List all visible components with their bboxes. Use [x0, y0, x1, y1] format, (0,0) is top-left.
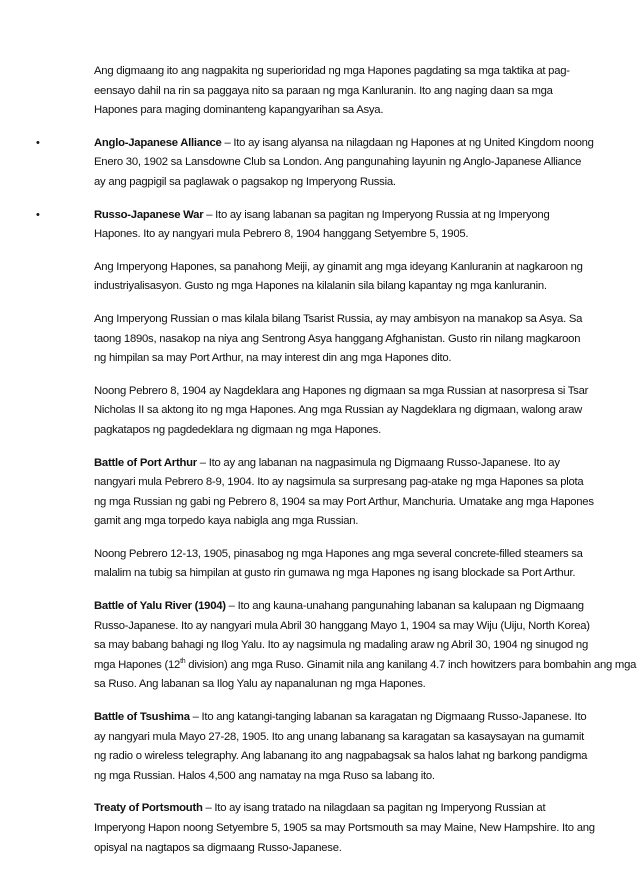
text-line: Imperyong Hapon noong Setyembre 5, 1905 sa may Portsmouth sa may Maine, New Hampshire. Ito ang	[94, 822, 595, 834]
text-line: Ang digmaang ito ang nagpakita ng superioridad ng mga Hapones pagdating sa mga taktika at pag-	[94, 65, 570, 77]
text-line: gamit ang mga torpedo kaya nabigla ang mga Russian.	[94, 515, 359, 528]
bullet-text	[94, 206, 564, 245]
term-heading: Anglo-Japanese Alliance	[94, 136, 222, 149]
paragraph-battle-yalu-river	[94, 597, 637, 695]
bullet-icon: •	[36, 136, 40, 149]
term-heading: Battle of Yalu River (1904)	[94, 600, 226, 613]
bullet-item-russo-japanese-war	[36, 206, 564, 245]
text-line: ay ang pagpigil sa paglawak o pagsakop ng Imperyong Russia.	[94, 175, 396, 188]
paragraph-tsarist-russia	[94, 310, 583, 369]
text-segment: mga Hapones (12	[94, 658, 181, 671]
text-line: eensayo dahil na rin sa paggaya nito sa paraan ng mga Kanluranin. Ito ang naging daan sa mga	[94, 84, 553, 97]
paragraph-declaration	[94, 382, 589, 441]
paragraph-meiji	[94, 258, 583, 297]
text-line: malalim na tubig sa himpilan at gusto rin gumawa ng mga Hapones ng isang blockade sa Port Arthur.	[94, 567, 576, 580]
text-line: Noong Pebrero 12-13, 1905, pinasabog ng mga Hapones ang mga several concrete-filled steamers sa	[94, 547, 583, 560]
bullet-item-anglo-japanese-alliance	[36, 134, 594, 193]
text-line: Hapones para maging dominanteng kapangyarihan sa Asya.	[94, 104, 384, 117]
text-line: Enero 30, 1902 sa Lansdowne Club sa London. Ang pangunahing layunin ng Anglo-Japanese Alliance	[94, 156, 582, 169]
intro-paragraph	[94, 62, 570, 121]
bullet-text	[94, 134, 594, 193]
text-line: ng mga Russian. Halos 4,500 ang namatay na mga Ruso sa labang ito.	[94, 769, 435, 782]
text-line: pagkatapos ng pagdedeklara ng digmaan ng mga Hapones.	[94, 423, 381, 436]
term-heading: Battle of Port Arthur	[94, 456, 197, 469]
text-line: taong 1890s, nasakop na niya ang Sentrong Asya hanggang Afghanistan. Gusto rin nilang magkaroon	[94, 332, 581, 345]
text-line: sa Ruso. Ang labanan sa Ilog Yalu ay napanalunan ng mga Hapones.	[94, 678, 426, 691]
term-heading: Russo-Japanese War	[94, 208, 204, 221]
text-line	[94, 708, 587, 728]
text-line: opisyal na nagtapos sa digmaang Russo-Japanese.	[94, 841, 342, 854]
text-line: Russo-Japanese. Ito ay nangyari mula Abril 30 hanggang Mayo 1, 1904 sa may Wiju (Uiju, North Korea)	[94, 619, 590, 632]
bullet-icon: •	[36, 208, 40, 221]
text-segment: – Ito ay isang alyansa na nilagdaan ng Hapones at ng United Kingdom noong	[221, 136, 594, 149]
paragraph-blockade	[94, 545, 583, 584]
text-line	[94, 799, 564, 819]
text-line: ng himpilan sa may Port Arthur, na may interest din ang mga Hapones dito.	[94, 352, 452, 365]
text-line: sa may babang bahagi ng Ilog Yalu. Ito ay nagsimula ng madaling araw ng Abril 30, 1904 ng sinugod ng	[94, 639, 588, 652]
text-line: Hapones. Ito ay nangyari mula Pebrero 8, 1904 hanggang Setyembre 5, 1905.	[94, 228, 469, 241]
text-segment: – Ito ay ang labanan na nagpasimula ng Digmaang Russo-Japanese. Ito ay	[196, 456, 560, 469]
text-line: ng mga Russian ng gabi ng Pebrero 8, 1904 sa may Port Arthur, Manchuria. Umatake ang mga Hapones	[94, 495, 594, 508]
text-line: Ang Imperyong Hapones, sa panahong Meiji, ay ginamit ang mga ideyang Kanluranin at nagkaroon ng	[94, 260, 583, 273]
text-segment: division) ang mga Ruso. Ginamit nila ang kanilang 4.7 inch howitzers para bombahin ang mga	[185, 658, 637, 671]
text-segment: – Ito ay isang tratado na nilagdaan sa pagitan ng Imperyong Russian at	[202, 802, 546, 815]
text-segment: – Ito ang katangi-tanging labanan sa karagatan ng Digmaang Russo-Japanese. Ito	[189, 711, 587, 724]
text-line: Ang Imperyong Russian o mas kilala bilang Tsarist Russia, ay may ambisyon na manakop sa Asya. Sa	[94, 312, 583, 325]
text-line: industriyalisasyon. Gusto ng mga Hapones na kilalanin sila bilang kapantay ng mga kanluranin.	[94, 280, 547, 293]
paragraph-battle-tsushima	[94, 708, 588, 786]
text-line: ng radio o wireless telegraphy. Ang labanang ito ang nagpabagsak sa halos lahat ng barkong pandigma	[94, 750, 588, 763]
text-line	[94, 597, 584, 617]
document-body	[36, 62, 637, 871]
text-segment: – Ito ang kauna-unahang pangunahing labanan sa kalupaan ng Digmaang	[225, 600, 584, 613]
text-line	[94, 206, 564, 226]
text-line: ay nangyari mula Mayo 27-28, 1905. Ito ang unang labanang sa karagatan sa kasaysayan na gumamit	[94, 730, 584, 743]
text-line	[94, 454, 564, 474]
text-line: Nicholas II sa aktong ito ng mga Hapones. Ang mga Russian ay Nagdeklara ng digmaan, walong araw	[94, 404, 583, 417]
text-line: nangyari mula Pebrero 8-9, 1904. Ito ay nagsimula sa surpresang pag-atake ng mga Hapones sa plota	[94, 476, 584, 489]
text-segment: – Ito ay isang labanan sa pagitan ng Imperyong Russia at ng Imperyong	[203, 208, 550, 221]
text-line: Noong Pebrero 8, 1904 ay Nagdeklara ang Hapones ng digmaan sa mga Russian at nasorpresa si Tsar	[94, 384, 589, 397]
text-line	[94, 656, 637, 676]
term-heading: Treaty of Portsmouth	[94, 802, 203, 815]
paragraph-treaty-portsmouth	[94, 799, 595, 858]
superscript: th	[180, 658, 186, 666]
paragraph-battle-port-arthur	[94, 454, 594, 532]
term-heading: Battle of Tsushima	[94, 711, 190, 724]
text-line	[94, 134, 594, 154]
